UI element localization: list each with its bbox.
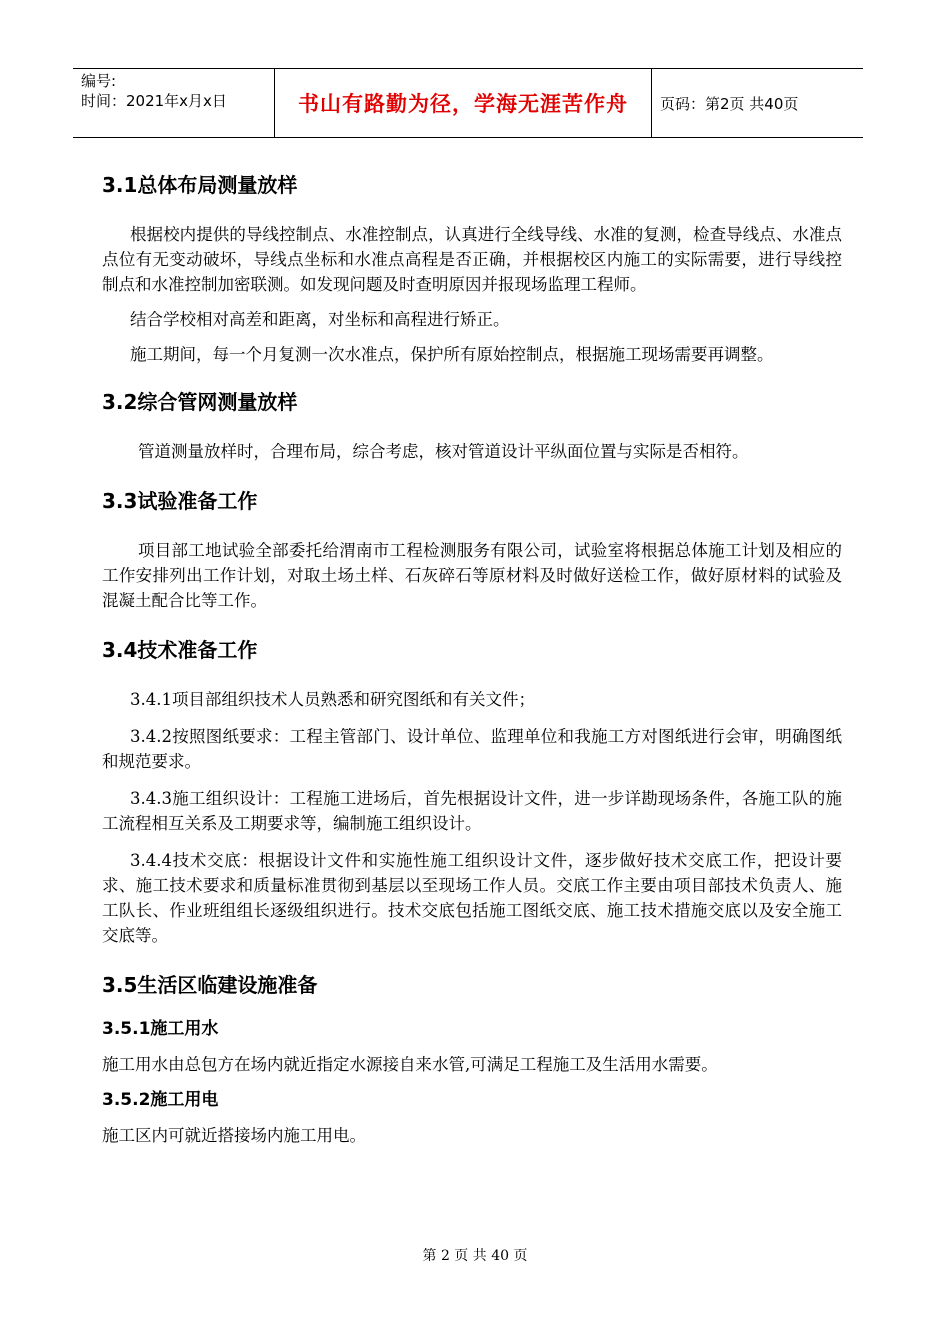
- paragraph: 管道测量放样时，合理布局，综合考虑，核对管道设计平纵面位置与实际是否相符。: [138, 442, 749, 461]
- section-title-3-4: 3.4技术准备工作: [102, 638, 258, 662]
- section-title-3-2: 3.2综合管网测量放样: [102, 390, 298, 414]
- section-title-3-3: 3.3试验准备工作: [102, 489, 258, 513]
- header-meta: [73, 69, 275, 137]
- section-title-3-5: 3.5生活区临建设施准备: [102, 973, 318, 997]
- header-page-info: 页码：第2页 共40页: [660, 94, 799, 113]
- header-table: [73, 68, 863, 138]
- document-body: [102, 170, 842, 1148]
- paragraph: 施工用水由总包方在场内就近指定水源接自来水管,可满足工程施工及生活用水需要。: [102, 1055, 718, 1074]
- subsection-title-3-5-1: 3.5.1施工用水: [102, 1019, 219, 1039]
- paragraph: 3.4.2按照图纸要求：工程主管部门、设计单位、监理单位和我施工方对图纸进行会审，明确图纸和规范要求。: [102, 727, 842, 771]
- paragraph: 3.4.3施工组织设计：工程施工进场后，首先根据设计文件，进一步详勘现场条件，各施工队的施工流程相互关系及工期要求等，编制施工组织设计。: [102, 789, 842, 833]
- paragraph: 项目部工地试验全部委托给渭南市工程检测服务有限公司，试验室将根据总体施工计划及相应的工作安排列出工作计划，对取土场土样、石灰碎石等原材料及时做好送检工作，做好原材料的试验及混凝土配合比等工作。: [102, 541, 842, 610]
- paragraph: 结合学校相对高差和距离，对坐标和高程进行矫正。: [130, 310, 510, 329]
- page-footer: 第 2 页 共 40 页: [422, 1248, 528, 1264]
- header-motto: 书山有路勤为径，学海无涯苦作舟: [275, 69, 652, 137]
- paragraph: 根据校内提供的导线控制点、水准控制点，认真进行全线导线、水准的复测，检查导线点、水准点点位有无变动破坏，导线点坐标和水准点高程是否正确，并根据校区内施工的实际需要，进行导线控制点和水准控制加密联测。如发现问题及时查明原因并报现场监理工程师。: [102, 225, 842, 294]
- paragraph: 施工区内可就近搭接场内施工用电。: [102, 1126, 366, 1145]
- paragraph: 3.4.4技术交底：根据设计文件和实施性施工组织设计文件，逐步做好技术交底工作，把设计要求、施工技术要求和质量标准贯彻到基层以至现场工作人员。交底工作主要由项目部技术负责人、施工队长、作业班组组长逐级组织进行。技术交底包括施工图纸交底、施工技术措施交底以及安全施工交底等。: [102, 851, 842, 945]
- paragraph: 施工期间，每一个月复测一次水准点，保护所有原始控制点，根据施工现场需要再调整。: [130, 345, 774, 364]
- subsection-title-3-5-2: 3.5.2施工用电: [102, 1090, 219, 1110]
- document-time-label: 时间：2021年x月x日: [81, 92, 227, 110]
- document-number-label: 编号:: [81, 72, 117, 90]
- paragraph: 3.4.1项目部组织技术人员熟悉和研究图纸和有关文件；: [130, 690, 535, 709]
- section-title-3-1: 3.1总体布局测量放样: [102, 173, 298, 197]
